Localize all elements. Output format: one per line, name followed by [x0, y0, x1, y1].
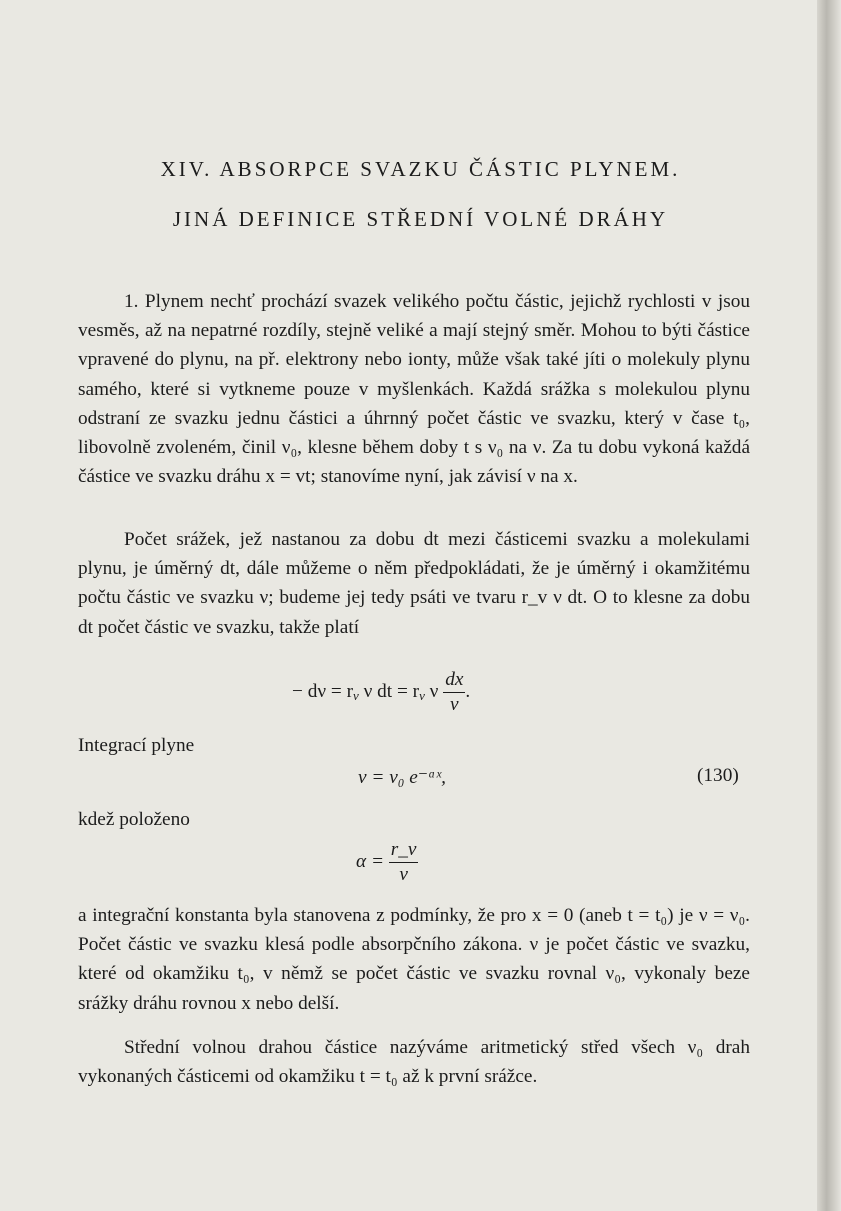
paragraph-4-text: Střední volnou drahou částice nazýváme aritmetický střed všech ν₀ drah vykonaných částicemi od okamžiku t = t₀ až k první srážce. — [78, 1037, 750, 1088]
integration-label: Integrací plyne — [78, 735, 195, 756]
equation-1-numerator: dx — [443, 668, 465, 693]
equation-3-denominator: v — [399, 864, 408, 885]
paragraph-1 — [78, 287, 750, 491]
equation-1-denominator: v — [450, 694, 459, 715]
equation-1-mid: ν dt = r — [358, 680, 420, 702]
paragraph-3 — [78, 901, 750, 1018]
chapter-title: XIV. ABSORPCE SVAZKU ČÁSTIC PLYNEM. — [160, 157, 681, 181]
paragraph-3-text: a integrační konstanta byla stanovena z podmínky, že pro x = 0 (aneb t = t₀) je ν = ν₀. Počet částic ve svazku klesá podle absorpčního zákona. ν je počet částic ve svazku, které od okamžiku t₀, v němž se počet částic ve svazku rovnal ν₀, vykonaly beze srážky dráhu rovnou x nebo delší. — [78, 905, 750, 1014]
chapter-subtitle: JINÁ DEFINICE STŘEDNÍ VOLNÉ DRÁHY — [172, 207, 669, 231]
equation-3-lhs: α = — [356, 850, 384, 872]
where-label: kdež položeno — [78, 809, 190, 830]
equation-1-lhs: − dν = r — [292, 680, 353, 702]
paragraph-2 — [78, 525, 750, 642]
equation-130: ν = ν₀ e⁻ᵅˣ, — [358, 767, 446, 788]
paragraph-2-text: Počet srážek, jež nastanou za dobu dt mezi částicemi svazku a molekulami plynu, je úměrný dt, dále můžeme o něm předpokládati, že je úměrný i okamžitému počtu částic ve svazku ν; budeme jej tedy psáti ve tvaru r_v ν dt. O to klesne za dobu dt počet částic ve svazku, takže platí — [78, 529, 750, 638]
equation-3-numerator: r_v — [389, 838, 419, 863]
paragraph-1-text: 1. Plynem nechť prochází svazek velikého počtu částic, jejichž rychlosti v jsou vesměs, až na nepatrné rozdíly, stejně veliké a mají stejný směr. Mohou to býti částice vpravené do plynu, na př. elektrony nebo ionty, může však také jíti o molekuly plynu samého, které si vytkneme pouze v myšlenkách. Každá srážka s molekulou plynu odstraní ze svazku jednu částici a úhrnný počet částic ve svazku, který v čase t₀, libovolně zvoleném, činil ν₀, klesne během doby t s ν₀ na ν. Za tu dobu vykoná každá částice ve svazku dráhu x = vt; stanovíme nyní, jak závisí ν na x. — [78, 291, 750, 488]
equation-3-fraction — [389, 838, 419, 887]
equation-3 — [356, 838, 418, 887]
equation-1-fraction — [443, 668, 465, 717]
equation-1: − $d\nu = r_v$ ν dt = $r_v$ ν $\frac{dx}{v}$ . — [292, 669, 471, 715]
paragraph-4 — [78, 1033, 750, 1091]
equation-number: (130) — [697, 765, 739, 786]
